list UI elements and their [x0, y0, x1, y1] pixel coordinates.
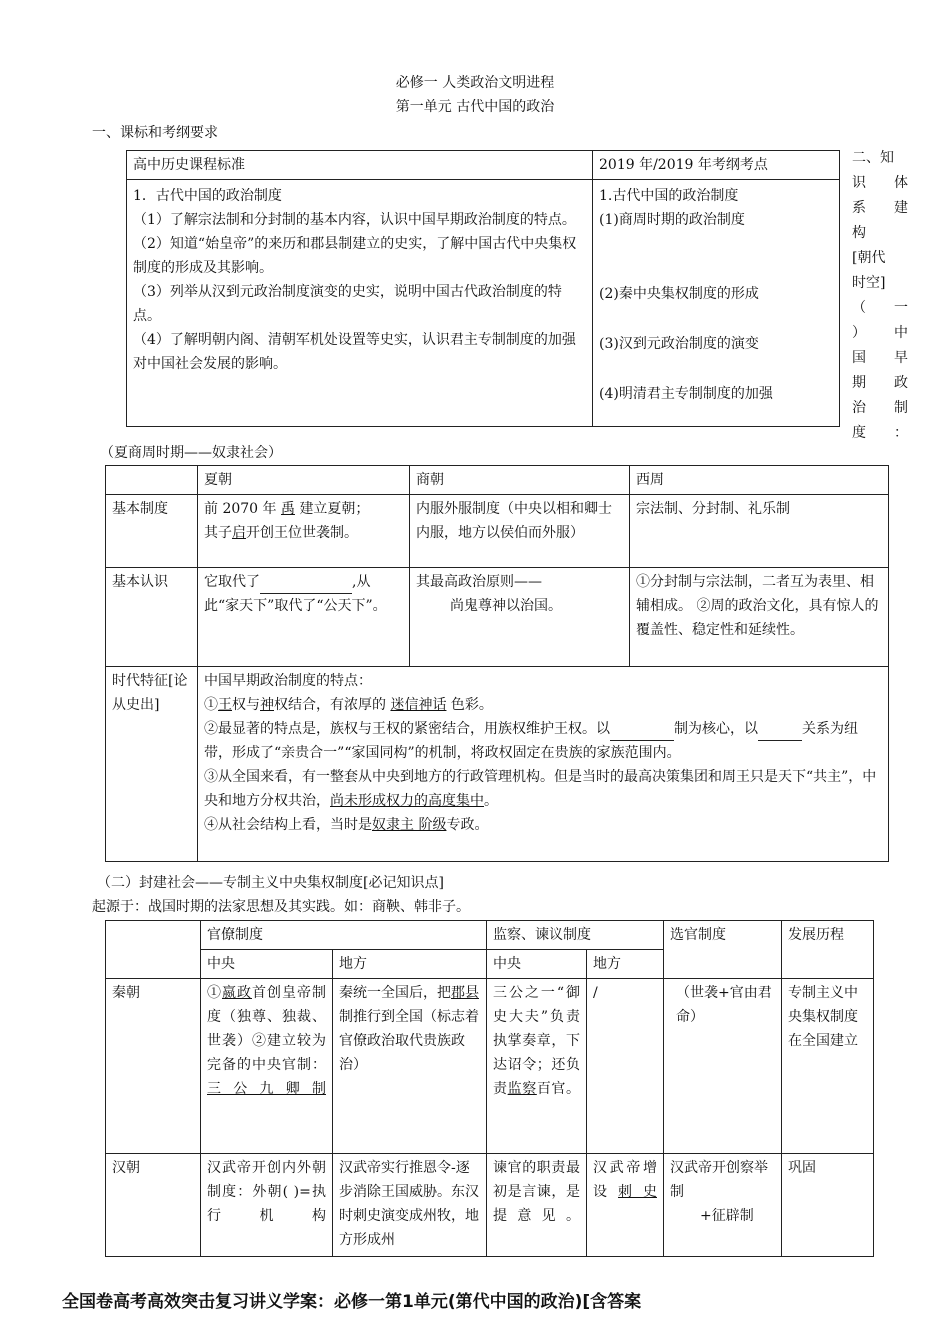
shang-basic: 内服外服制度（中央以相和卿士内服，地方以侯伯而外服）: [410, 495, 630, 568]
side-line: [852, 396, 908, 421]
side-char: 早: [894, 350, 908, 366]
answer-text: 监察: [507, 1081, 537, 1097]
table-row: [106, 495, 889, 568]
answer-text: 神: [260, 697, 274, 713]
side-char: [朝代: [852, 250, 886, 266]
feudal-table: [105, 920, 874, 1257]
side-char: 治: [852, 400, 866, 416]
text: 百官。: [536, 1081, 581, 1097]
side-char: 时空]: [852, 275, 886, 291]
text: ④从社会结构上看，当时是: [204, 817, 372, 833]
side-line: [852, 346, 908, 371]
text: 它取代了: [204, 574, 260, 590]
standard-line: 1．古代中国的政治制度: [133, 188, 282, 204]
era-features: [198, 667, 889, 862]
answer-text: 迷信神话: [390, 697, 447, 713]
xia-view: [198, 568, 410, 667]
han-central: 汉武帝开创内外朝制度：外朝( )=执行机构: [201, 1154, 333, 1257]
standard-line: （3）列举从汉到元政治制度演变的史实，说明中国古代政治制度的特点。: [133, 284, 562, 324]
side-line: [852, 321, 908, 346]
header-zhou: 西周: [630, 466, 889, 495]
text: +征辟制: [700, 1208, 754, 1224]
side-line: [852, 146, 908, 171]
standard-line: （1）了解宗法制和分封制的基本内容，认识中国早期政治制度的特点。: [133, 212, 576, 228]
row-label: 时代特征[论从史出]: [106, 667, 198, 862]
side-char: 一: [894, 300, 908, 316]
subheader-local: 地方: [333, 950, 487, 979]
row-label: 秦朝: [106, 979, 201, 1154]
header-development: 发展历程: [782, 921, 874, 979]
text: 汉武帝增设: [593, 1160, 657, 1200]
side-line: [852, 371, 908, 396]
text: 色彩。: [450, 697, 493, 713]
qin-local: [333, 979, 487, 1154]
exam-line: 1.古代中国的政治制度: [599, 188, 739, 204]
era-line: [204, 813, 882, 837]
origin-text: 起源于：战国时期的法家思想及其实践。如：商鞅、韩非子。: [92, 899, 470, 915]
answer-text: 尚未形成权力的高度集中: [330, 793, 484, 809]
xia-shang-zhou-table: [105, 465, 889, 862]
text: 专政。: [446, 817, 489, 833]
side-char: 建: [894, 200, 908, 216]
han-supervision: 谏官的职责最初是言谏，是提意见。: [487, 1154, 587, 1257]
exam-header: 2019 年/2019 年考纲考点: [593, 151, 840, 180]
table-row: [106, 466, 889, 495]
side-char: 期: [852, 375, 866, 391]
fill-blank: [758, 724, 802, 741]
answer-text: 刺史: [618, 1184, 657, 1200]
qin-supervision: [487, 979, 587, 1154]
side-char: 识: [852, 175, 866, 191]
corner-cell: [106, 921, 201, 979]
subheader-central: 中央: [201, 950, 333, 979]
text: 制为核心，以: [674, 721, 758, 737]
table-row: [106, 667, 889, 862]
page-title: 必修一 人类政治文明进程: [395, 75, 555, 91]
xia-basic: [198, 495, 410, 568]
standards-cell: [127, 180, 593, 427]
side-note: [852, 146, 908, 446]
han-selection: [664, 1154, 782, 1257]
answer-text: 嬴政: [222, 985, 252, 1001]
zhou-basic: 宗法制、分封制、礼乐制: [630, 495, 889, 568]
corner-cell: [106, 466, 198, 495]
text: ③从全国来看，有一整套从中央到地方的行政管理机构。但是当时的最高决策集团和周王只是天下“共主”，中央和地方分权共治，: [204, 769, 877, 809]
section1-heading: 一、课标和考纲要求: [92, 125, 218, 141]
table-row: [106, 1154, 874, 1257]
side-line: [852, 246, 908, 271]
side-char: 政: [894, 375, 908, 391]
side-line: [852, 296, 908, 321]
answer-text: 禹: [280, 501, 295, 517]
text: 。: [484, 793, 498, 809]
text: 其子: [204, 525, 232, 541]
header-xia: 夏朝: [198, 466, 410, 495]
footer-caption: 全国卷高考高效突击复习讲义学案：必修一第1单元(第代中国的政治)[含答案: [62, 1292, 642, 1312]
qin-central: [201, 979, 333, 1154]
zhou-view: ①分封制与宗法制，二者互为表里、相辅相成。 ②周的政治文化，具有惊人的覆盖性、稳定性和延续性。: [630, 568, 889, 667]
text: 权结合，有浓厚的: [274, 697, 386, 713]
qin-supervision-local: /: [587, 979, 664, 1154]
text: 秦统一全国后，把: [339, 985, 451, 1001]
exam-cell: [593, 180, 840, 427]
side-char: ）: [852, 325, 866, 341]
text: 中国早期政治制度的特点：: [204, 673, 372, 689]
answer-text: 三公九卿制: [207, 1081, 326, 1097]
side-char: 构: [852, 225, 866, 241]
header-selection: 选官制度: [664, 921, 782, 979]
answer-text: 王: [218, 697, 232, 713]
side-line: [852, 271, 908, 296]
text: ①: [204, 697, 218, 713]
text: 前 2070 年: [204, 501, 277, 517]
exam-line: (3)汉到元政治制度的演变: [599, 336, 759, 352]
text: ①: [207, 985, 222, 1001]
fill-blank: [610, 724, 674, 741]
exam-line: (4)明清君主专制制度的加强: [599, 386, 773, 402]
exam-line: (2)秦中央集权制度的形成: [599, 286, 759, 302]
side-char: 二、知: [852, 150, 894, 166]
text: 三公之一“御史大夫”负责执掌奏章，下达诏令；还负责: [493, 985, 580, 1097]
qin-selection: （世袭+官由君命）: [664, 979, 782, 1154]
header-shang: 商朝: [410, 466, 630, 495]
text: 尚鬼尊神以治国。: [450, 598, 562, 614]
text: 首创皇帝制度（独尊、独裁、世袭）②建立较为完备的中央官制：: [207, 985, 326, 1073]
subheader-local: 地方: [587, 950, 664, 979]
table-row: [106, 979, 874, 1154]
text: ,从此“家天下”取代了“公天下”。: [204, 574, 387, 614]
side-line: [852, 171, 908, 196]
side-char: 制: [894, 400, 908, 416]
standard-line: （2）知道“始皇帝”的来历和郡县制建立的史实，了解中国古代中央集权制度的形成及其影响。: [133, 236, 577, 276]
standard-line: （4）了解明朝内阁、清朝军机处设置等史实，认识君主专制制度的加强对中国社会发展的影响。: [133, 332, 576, 372]
side-char: 系: [852, 200, 866, 216]
han-local: 汉武帝实行推恩令-逐步消除王国威胁。东汉时刺史演变成州牧，地方形成州: [333, 1154, 487, 1257]
han-supervision-local: [587, 1154, 664, 1257]
fill-blank: [260, 577, 352, 594]
row-label: 基本认识: [106, 568, 198, 667]
era-line: [204, 765, 882, 813]
table-row: [106, 921, 874, 950]
side-line: [852, 421, 908, 446]
standards-table: [126, 150, 840, 427]
era-line: [204, 717, 882, 765]
text: 关系为纽带，形成了“亲贵合一”“家国同构”的机制，将政权固定在贵族的家族范围内。: [204, 721, 858, 761]
side-char: 度: [852, 425, 866, 441]
text: 权与: [232, 697, 260, 713]
table-row: [127, 180, 840, 427]
side-char: ：: [894, 425, 908, 441]
section2-heading: （夏商周时期——奴隶社会）: [100, 445, 282, 461]
text: ②最显著的特点是，族权与王权的紧密结合，用族权维护王权。以: [204, 721, 610, 737]
text: 制推行到全国（标志着官僚政治取代贵族政治）: [339, 1009, 479, 1073]
table-row: [106, 568, 889, 667]
shang-view: [410, 568, 630, 667]
section3-heading: （二）封建社会——专制主义中央集权制度[必记知识点]: [97, 875, 444, 891]
era-line: [204, 693, 882, 717]
row-label: 汉朝: [106, 1154, 201, 1257]
side-line: [852, 221, 908, 246]
side-char: （: [852, 300, 866, 316]
text: 汉武帝开创察举制: [670, 1160, 768, 1200]
header-supervision: 监察、谏议制度: [487, 921, 664, 950]
exam-line: (1)商周时期的政治制度: [599, 212, 745, 228]
header-bureaucracy: 官僚制度: [201, 921, 487, 950]
unit-title: 第一单元 古代中国的政治: [395, 99, 555, 115]
han-development: 巩固: [782, 1154, 874, 1257]
answer-text: 奴隶主 阶级: [372, 817, 447, 833]
text: 建立夏朝；: [299, 501, 370, 517]
side-char: 中: [894, 325, 908, 341]
table-row: [127, 151, 840, 180]
side-char: 体: [894, 175, 908, 191]
row-label: 基本制度: [106, 495, 198, 568]
text: 开创王位世袭制。: [246, 525, 358, 541]
answer-text: 启: [232, 525, 246, 541]
side-line: [852, 196, 908, 221]
qin-development: 专制主义中央集权制度在全国建立: [782, 979, 874, 1154]
standards-header: 高中历史课程标准: [127, 151, 593, 180]
text: 其最高政治原则——: [416, 574, 542, 590]
subheader-central: 中央: [487, 950, 587, 979]
answer-text: 郡县: [451, 985, 479, 1001]
side-char: 国: [852, 350, 866, 366]
